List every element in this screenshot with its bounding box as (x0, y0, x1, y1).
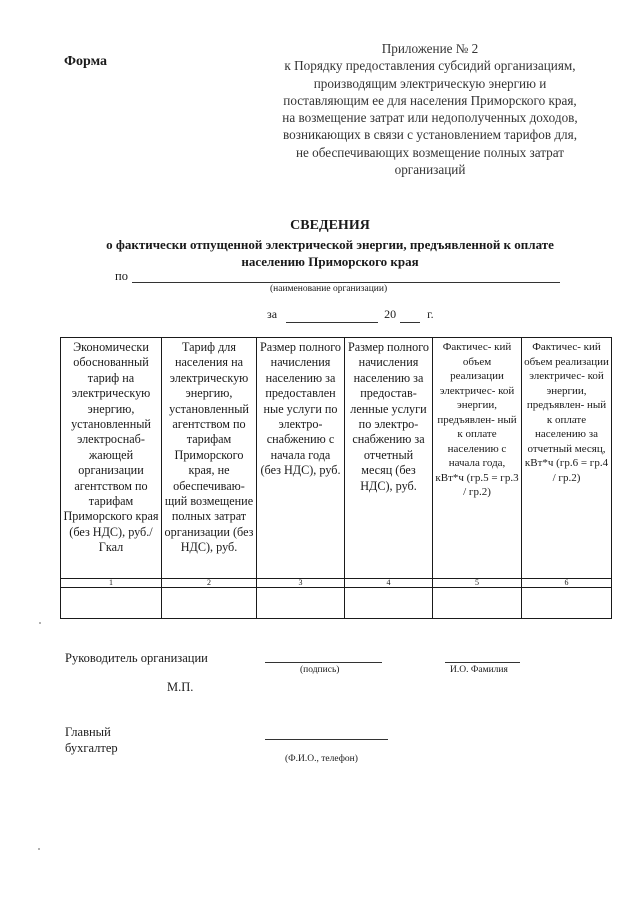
subtitle-line-2: населению Приморского края (241, 254, 419, 269)
data-cell-4[interactable] (345, 588, 433, 619)
document-title: СВЕДЕНИЯ (290, 218, 370, 233)
data-cell-3[interactable] (257, 588, 345, 619)
period-month-field[interactable] (286, 307, 378, 323)
header-col-2: Тариф для населения на электрическую энергию, установленный агентством по тарифам Приморского края, не обеспечиваю- щий возмещение полных затрат организации (без НДС), руб. (162, 338, 257, 579)
accountant-line-2: бухгалтер (65, 741, 118, 755)
table-header-row (61, 338, 612, 579)
organization-name-note: (наименование организации) (270, 284, 388, 294)
column-number: 5 (433, 579, 522, 588)
appendix-line: производящим электрическую энергию и (313, 75, 547, 91)
column-number: 4 (345, 579, 433, 588)
head-signature-field[interactable] (265, 662, 382, 663)
header-col-5: Фактичес- кий объем реализации электричес- кой энергии, предъявлен- ный к оплате населению с начала года, кВт*ч (гр.5 = гр.3 / гр.2) (433, 338, 522, 579)
accountant-line-1: Главный (65, 725, 111, 739)
accountant-field[interactable] (265, 739, 388, 740)
appendix-line: не обеспечивающих возмещение полных затрат (295, 144, 565, 160)
header-col-3: Размер полного начисления населению за предоставлен ные услуги по электро- снабжению с начала года (без НДС), руб. (257, 338, 345, 579)
period-year-field[interactable] (400, 307, 420, 323)
table-number-row (61, 579, 612, 588)
column-number: 3 (257, 579, 345, 588)
head-of-organization-label: Руководитель организации (65, 651, 208, 665)
header-col-6: Фактичес- кий объем реализации электричес- кой энергии, предъявлен- ный к оплате населению за отчетный месяц, кВт*ч (гр.6 = гр.4 / гр.2) (522, 338, 612, 579)
scan-speck (38, 848, 40, 850)
reporting-period (267, 307, 434, 323)
period-year-prefix: 20 (384, 307, 397, 321)
appendix-line: поставляющим ее для населения Приморского края, (283, 92, 577, 108)
data-cell-6[interactable] (522, 588, 612, 619)
appendix-block (240, 40, 620, 178)
column-number: 1 (61, 579, 162, 588)
data-cell-2[interactable] (162, 588, 257, 619)
form-label: Форма (64, 54, 108, 69)
name-note: И.О. Фамилия (450, 665, 508, 675)
signature-note: (подпись) (300, 665, 340, 675)
period-prefix: за (267, 307, 278, 321)
header-col-1: Экономически обоснованный тариф на электрическую энергию, установленный электроснаб- жающей организации агентством по тарифам Приморского края (без НДС), руб./Гкал (61, 338, 162, 579)
header-col-4: Размер полного начисления населению за предостав- ленные услуги по электро- снабжению за отчетный месяц (без НДС), руб. (345, 338, 433, 579)
head-name-field[interactable] (445, 662, 520, 663)
accountant-note: (Ф.И.О., телефон) (285, 754, 358, 764)
period-suffix: г. (427, 307, 434, 321)
column-number: 6 (522, 579, 612, 588)
scan-speck (39, 622, 41, 624)
column-number: 2 (162, 579, 257, 588)
appendix-line: Приложение № 2 (381, 41, 479, 56)
appendix-line: организаций (394, 162, 466, 178)
data-cell-1[interactable] (61, 588, 162, 619)
data-cell-5[interactable] (433, 588, 522, 619)
organization-name-field[interactable] (132, 282, 560, 283)
appendix-line: возникающих в связи с установлением тарифов для, (283, 127, 577, 143)
chief-accountant-label (65, 724, 118, 756)
data-table (60, 337, 612, 619)
document-subtitle (60, 236, 600, 270)
appendix-line: к Порядку предоставления субсидий организациям, (284, 58, 576, 74)
stamp-place-label: М.П. (167, 680, 194, 694)
subtitle-line-1: о фактически отпущенной электрической энергии, предъявленной к оплате (106, 237, 554, 252)
table-data-row (61, 588, 612, 619)
appendix-line: на возмещение затрат или недополученных доходов, (282, 110, 578, 126)
po-label: по (115, 269, 128, 283)
